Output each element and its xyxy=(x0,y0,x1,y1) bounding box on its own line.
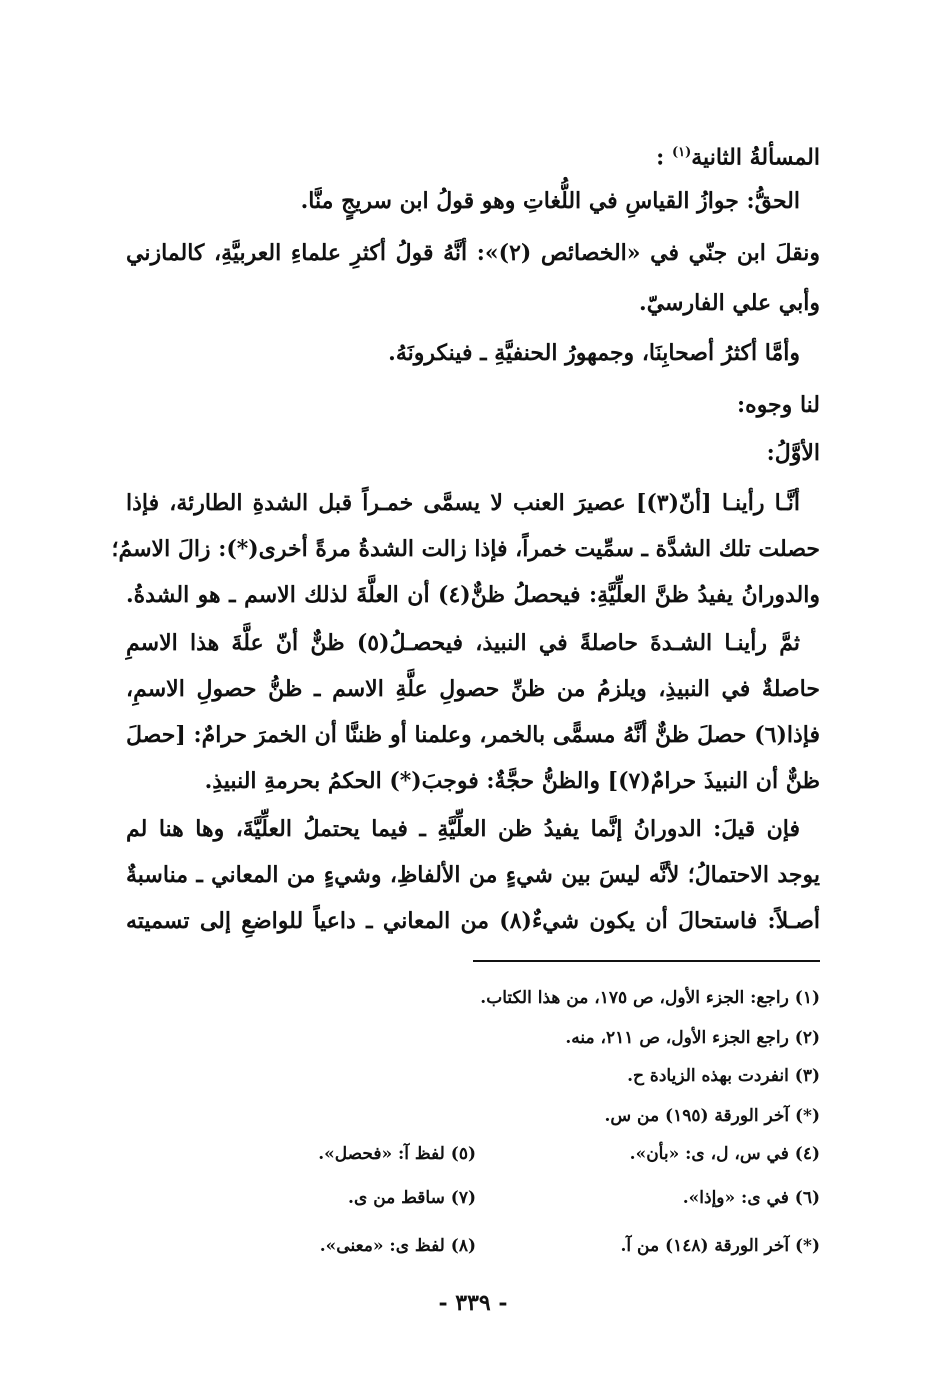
footnote-star-2: (*) آخر الورقة (١٤٨) من آ. xyxy=(620,1236,820,1256)
issue-heading-text: المسألةُ الثانية xyxy=(691,144,820,171)
subsection-heading: الأوَّلُ: xyxy=(766,440,820,466)
paragraph-line: أنَّـا رأينـا [أنّ(٣)] عصيرَ العنب لا يسمَّى خمـراً قبل الشدةِ الطارئة، فإذا xyxy=(126,490,800,516)
paragraph-line: والدورانُ يفيدُ ظنَّ العلِّيَّةِ: فيحصلُ ظنٌّ(٤) أن العلَّةَ لذلك الاسم ـ هو الشدةُ. xyxy=(126,582,820,608)
footnote-star-1: (*) آخر الورقة (١٩٥) من س. xyxy=(604,1106,820,1126)
paragraph-line: فإذا(٦) حصلَ ظنٌّ أنَّهُ مسمًّى بالخمر، وعلمنا أو ظننَّا أن الخمرَ حرامٌ: [حصلَ xyxy=(126,722,820,748)
footnote-4: (٤) في س، ل، ى: «بأن». xyxy=(629,1144,820,1164)
issue-heading xyxy=(126,138,820,172)
footnote-3: (٣) انفردت بهذه الزيادة ح. xyxy=(627,1066,820,1086)
footnote-7: (٧) ساقط من ى. xyxy=(348,1188,476,1208)
footnote-2: (٢) راجع الجزء الأول، ص ٢١١، منه. xyxy=(565,1028,820,1048)
issue-heading-colon: : xyxy=(656,144,665,171)
paragraph-line: ظنٌّ أن النبيذَ حرامٌ(٧)] والظنُّ حجَّةٌ: فوجبَ(*) الحكمُ بحرمةِ النبيذِ. xyxy=(204,768,820,794)
section-heading: لنا وجوه: xyxy=(737,392,820,418)
footnote-separator xyxy=(473,960,820,962)
paragraph-line: وأمَّا أكثرُ أصحابِنَا، وجمهورُ الحنفيَّةِ ـ فينكرونَهُ. xyxy=(388,340,800,366)
page-number: - ٣٣٩ - xyxy=(438,1290,508,1316)
paragraph-line: أصـلاً: فاستحالَ أن يكون شيءٌ(٨) من المعاني ـ داعياً للواضعِ إلى تسميته xyxy=(126,908,820,934)
paragraph-line: وأبي علي الفارسيّ. xyxy=(639,290,820,316)
paragraph-line: يوجد الاحتمالُ؛ لأنَّه ليسَ بين شيءٍ من الألفاظِ، وشيءٍ من المعاني ـ مناسبةٌ xyxy=(126,862,820,888)
paragraph-line: حصلت تلك الشدَّة ـ سمِّيت خمراً، فإذا زالت الشدةُ مرةً أخرى(*): زالَ الاسمُ؛ xyxy=(111,536,820,562)
footnote-1: (١) راجع: الجزء الأول، ص ١٧٥، من هذا الكتاب. xyxy=(480,988,820,1008)
footnote-6: (٦) في ى: «وإذا». xyxy=(682,1188,820,1208)
footnote-5: (٥) لفظ آ: «فحصل». xyxy=(318,1144,476,1164)
paragraph-line: الحقُّ: جوازُ القياسِ في اللُّغاتِ وهو قولُ ابن سريجٍ منَّا. xyxy=(300,188,800,214)
paragraph-line: ونقلَ ابن جنّي في «الخصائص (٢)»: أنَّهُ قولُ أكثرِ علماءِ العربيَّةِ، كالمازني xyxy=(126,240,820,266)
paragraph-line: فإن قيلَ: الدورانُ إنَّما يفيدُ ظن العلِّيَّةِ ـ فيما يحتملُ العلِّيَّةَ، وها هنا لم xyxy=(126,816,800,842)
issue-heading-footnote-mark: (١) xyxy=(671,145,692,160)
paragraph-line: حاصلةٌ في النبيذِ، ويلزمُ من ظنِّ حصولِ علَّةِ الاسم ـ ظنُّ حصولِ الاسمِ، xyxy=(126,676,820,702)
footnote-8: (٨) لفظ ى: «معنى». xyxy=(319,1236,476,1256)
paragraph-line: ثمَّ رأينـا الشـدةَ حاصلةً في النبيذ، فيحصـلُ(٥) ظنٌّ أنّ علَّةَ هذا الاسمِ xyxy=(126,630,800,656)
